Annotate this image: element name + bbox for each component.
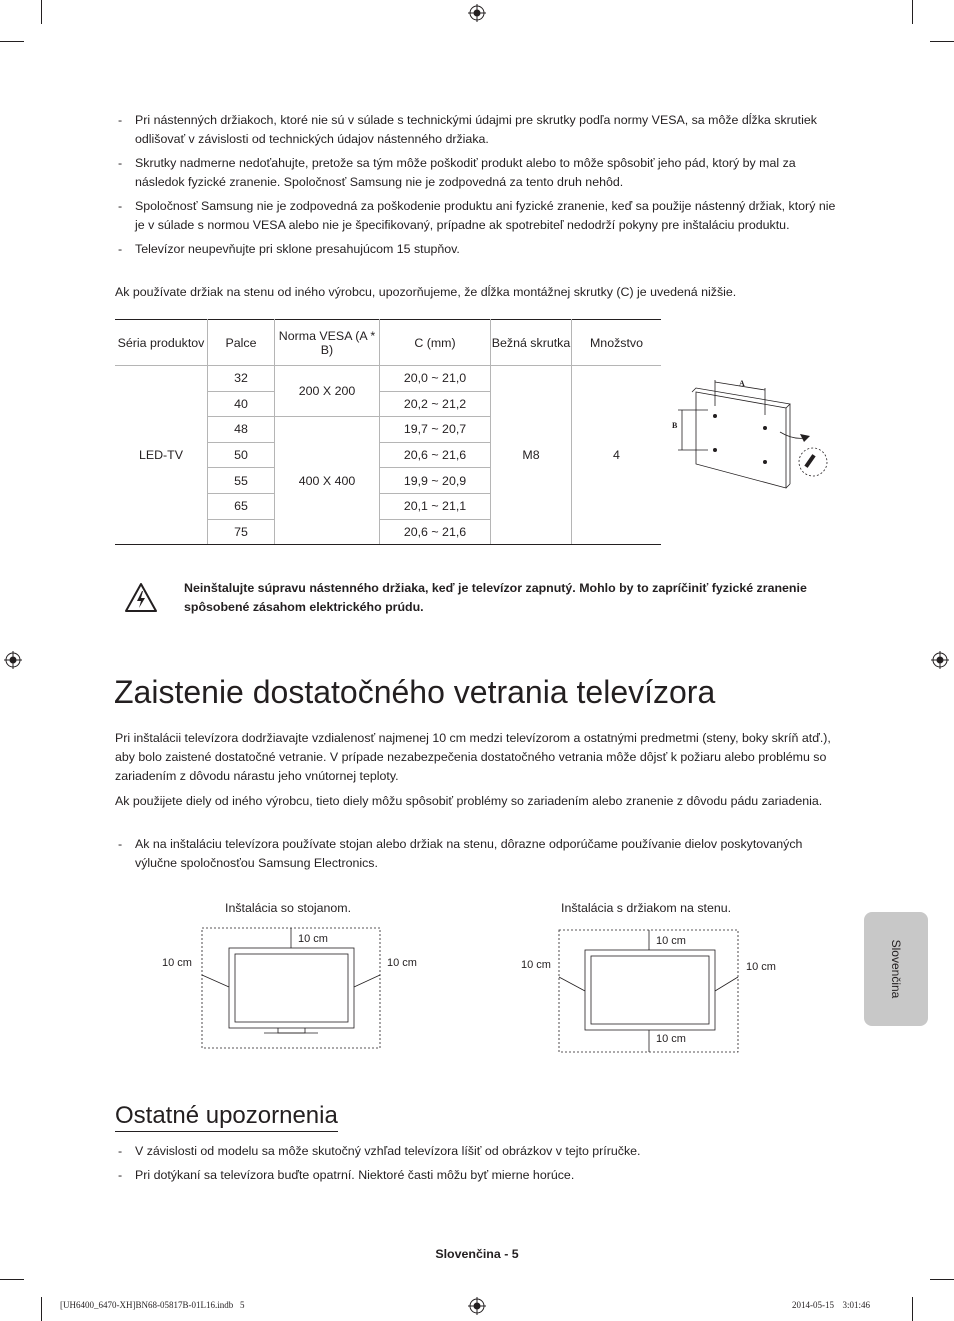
clearance-label-top: 10 cm: [298, 933, 328, 945]
registration-mark-icon: [468, 4, 486, 22]
header-vesa: Norma VESA (A * B): [275, 320, 380, 366]
c-cell: 19,9 ~ 20,9: [380, 468, 491, 494]
diagram-label-b: B: [672, 421, 678, 430]
stand-installation-figure: [200, 927, 385, 1049]
diagram-label-a: A: [739, 379, 745, 388]
table-header-row: [115, 320, 661, 366]
ventilation-notes-list: [115, 835, 845, 878]
side-tab-label: Slovenčina: [889, 939, 903, 999]
crop-mark: [930, 41, 954, 42]
clearance-label-left: 10 cm: [521, 959, 551, 971]
other-warnings-list: [115, 1142, 845, 1190]
series-cell: LED-TV: [115, 366, 208, 545]
language-side-tab: [864, 912, 928, 1026]
print-date-info: 2014-05-15 3:01:46: [792, 1300, 871, 1310]
vesa-cell: 200 X 200: [275, 366, 380, 417]
page-number: Slovenčina - 5: [435, 1247, 519, 1261]
crop-mark: [41, 0, 42, 24]
clearance-label-top: 10 cm: [656, 935, 686, 947]
crop-mark: [912, 1297, 913, 1321]
screw-cell: M8: [491, 366, 572, 545]
c-cell: 20,1 ~ 21,1: [380, 493, 491, 519]
warning-text: Neinštalujte súpravu nástenného držiaka, keď je televízor zapnutý. Mohlo by to zapríčiniť fyzické zranenie spôsobené zásahom elektrického prúdu.: [184, 581, 807, 614]
page-title: Zaistenie dostatočného vetrania televízora: [114, 674, 716, 710]
header-series: Séria produktov: [115, 320, 208, 366]
header-inches: Palce: [208, 320, 275, 366]
registration-mark-icon: [4, 651, 22, 669]
intro-text: Ak používate držiak na stenu od iného výrobcu, upozorňujeme, že dĺžka montážnej skrutky (C) je uvedená nižšie.: [115, 285, 737, 299]
inches-cell: 50: [208, 442, 275, 468]
crop-mark: [930, 1279, 954, 1280]
crop-mark: [41, 1297, 42, 1321]
electric-warning-icon: [124, 582, 158, 613]
header-screw: Bežná skrutka: [491, 320, 572, 366]
print-file-info: [UH6400_6470-XH]BN68-05817B-01L16.indb 5: [60, 1300, 245, 1310]
header-quantity: Množstvo: [572, 320, 662, 366]
list-item: - V závislosti od modelu sa môže skutočný vzhľad televízora líšiť od obrázkov v tejto príručke.: [118, 1144, 641, 1158]
inches-cell: 75: [208, 519, 275, 545]
list-item: - Spoločnosť Samsung nie je zodpovedná za poškodenie produktu ani fyzické zranenie, keď sa použije nástenný držiak, ktorý nie je v súlade s normou VESA alebo nie je špecifikovaný, prípadne ak spotrebiteľ nedodrží pokyny pre inštaláciu produktu.: [118, 199, 836, 232]
header-c-mm: C (mm): [380, 320, 491, 366]
vesa-cell: 400 X 400: [275, 417, 380, 545]
inches-cell: 32: [208, 366, 275, 392]
table-row: [115, 366, 661, 392]
inches-cell: 48: [208, 417, 275, 443]
inches-cell: 40: [208, 391, 275, 417]
crop-mark: [912, 0, 913, 24]
clearance-label-bottom: 10 cm: [656, 1033, 686, 1045]
c-cell: 20,6 ~ 21,6: [380, 519, 491, 545]
list-item: - Ak na inštaláciu televízora používate stojan alebo držiak na stenu, dôrazne odporúčame používanie dielov poskytovaných výlučne spoločnosťou Samsung Electronics.: [118, 837, 803, 870]
list-item: - Skrutky nadmerne nedoťahujte, pretože sa tým môže poškodiť produkt alebo to môže spôsobiť jeho pád, ktorý by mal za následok fyzické zranenie. Spoločnosť Samsung nie je zodpovedná za tento druh nehôd.: [118, 156, 796, 189]
registration-mark-icon: [931, 651, 949, 669]
list-item: - Pri nástenných držiakoch, ktoré nie sú v súlade s technickými údajmi pre skrutky podľa normy VESA, sa môže dĺžka skrutiek odlišovať v závislosti od technických údajov nástenného držiaka.: [118, 113, 817, 146]
clearance-label-right: 10 cm: [387, 957, 417, 969]
clearance-label-left: 10 cm: [162, 957, 192, 969]
registration-mark-icon: [468, 1297, 486, 1315]
wall-installation-label: Inštalácia s držiakom na stenu.: [561, 901, 732, 915]
ventilation-paragraph: Pri inštalácii televízora dodržiavajte vzdialenosť najmenej 10 cm medzi televízorom a ostatnými predmetmi (steny, boky skríň atď.), aby bolo zaistené dostatočné vetranie. V prípade nezabezpečenia dostatočného vetrania môže dôjsť k požiaru alebo problému so zariadením z dôvodu nárastu jeho vnútornej teploty.: [115, 731, 831, 783]
quantity-cell: 4: [572, 366, 662, 545]
list-item: - Pri dotýkaní sa televízora buďte opatrní. Niektoré časti môžu byť mierne horúce.: [118, 1168, 575, 1182]
third-party-parts-paragraph: Ak použijete diely od iného výrobcu, tieto diely môžu spôsobiť problémy so zariadením alebo zranenie z dôvodu pádu zariadenia.: [115, 794, 823, 808]
c-cell: 20,2 ~ 21,2: [380, 391, 491, 417]
section-title: Ostatné upozornenia: [115, 1102, 338, 1132]
crop-mark: [0, 41, 24, 42]
wall-mount-diagram: [668, 370, 833, 490]
wall-mount-spec-table: [115, 319, 661, 545]
wall-installation-figure: [556, 929, 741, 1053]
c-cell: 19,7 ~ 20,7: [380, 417, 491, 443]
inches-cell: 55: [208, 468, 275, 494]
list-item: - Televízor neupevňujte pri sklone presahujúcom 15 stupňov.: [118, 242, 460, 256]
crop-mark: [0, 1279, 24, 1280]
clearance-label-right: 10 cm: [746, 961, 776, 973]
c-cell: 20,6 ~ 21,6: [380, 442, 491, 468]
c-cell: 20,0 ~ 21,0: [380, 366, 491, 392]
screw-notes-list: [115, 111, 845, 264]
inches-cell: 65: [208, 493, 275, 519]
stand-installation-label: Inštalácia so stojanom.: [225, 901, 352, 915]
